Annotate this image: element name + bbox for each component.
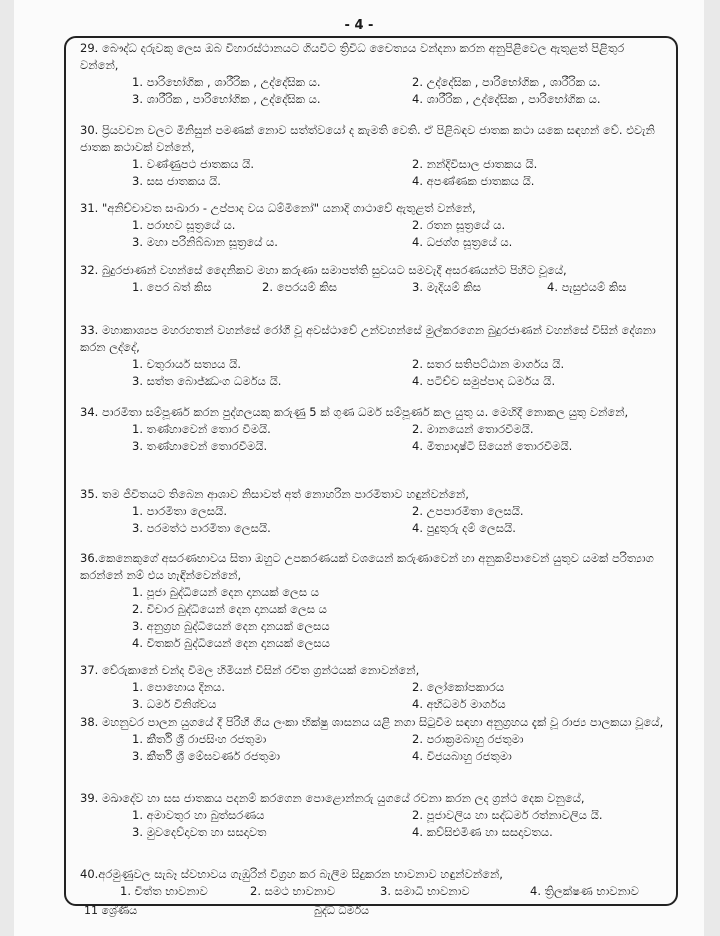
option-2: 2. සමථ භාවනාව xyxy=(250,884,336,898)
question-stem: 31. "අනිච්චාවත සංඛාරා - උප්පාද වය ධම්මිනෝ" යනාදි ගාථාවේ ඇතුළත් වන්නේ, xyxy=(80,201,476,215)
question-36 xyxy=(80,550,666,652)
option-2: 2. විචාර බුද්ධියෙන් දෙන දානයක් ලෙස ය xyxy=(132,602,327,616)
option-4: 4. කව්සිළුමිණ හා සසදාවතය. xyxy=(412,825,553,839)
option-4: 4. මිත්‍යාදෘෂ්ටි සියෙන් තොරවීමයි. xyxy=(412,439,573,453)
option-2: 2. පෙරයම් කිස xyxy=(262,280,337,294)
option-4: 4. අභිධර්ම මාර්ගය xyxy=(412,697,506,711)
option-1: 1. පරාභව සූත්‍රයේ ය. xyxy=(132,218,236,232)
option-4: 4. ශාරීරික , උද්දේසික , පාරිභෝගික ය. xyxy=(412,92,601,106)
option-4: 4. විතර්ක බුද්ධියෙන් දෙන දානයක් ලෙසය xyxy=(132,636,330,650)
question-32 xyxy=(80,262,666,296)
option-3: 3. තණ්හාවෙන් තොරවීමයි. xyxy=(132,439,268,453)
exam-page xyxy=(14,0,704,936)
option-2: 2. පරාක්‍රමබාහු රජතුමා xyxy=(412,732,524,746)
option-1: 1. චිත්ත භාවනාව xyxy=(120,884,208,898)
question-38 xyxy=(80,714,666,765)
question-30 xyxy=(80,122,666,190)
footer-grade: 11 ශ්‍රේණිය xyxy=(84,904,138,917)
question-29 xyxy=(80,40,666,108)
option-3: 3. මහා පරිනිබ්බාන සූත්‍රයේ ය. xyxy=(132,235,278,249)
option-2: 2. මානයෙන් තොරවීමයි. xyxy=(412,422,534,436)
question-40 xyxy=(80,866,666,900)
question-stem: 33. මහාකාශ්‍යප මහරහතන් වහන්සේ රෝගී වූ අවස්ථාවේ උන්වහන්සේ මුල්කරගෙන බුදුරජාණන් වහන්සේ විසින් දේශනා කරන ලද්දේ, xyxy=(80,323,656,354)
option-1: 1. කීර්ති ශ්‍රී රාජසිංහ රජතුමා xyxy=(132,732,267,746)
option-4: 4. අපණ්ණක ජාතකය යි. xyxy=(412,174,535,188)
question-stem: 36.කෙනෙකුගේ අසරණභාවය සිතා ඔහුට උපකරණයක් වශයෙන් කරුණාවෙන් හා අනුකම්පාවෙන් යුතුව යමක් පරිත්‍යාග කරන්නේ නම් එය හැඳින්වෙන්නේ, xyxy=(80,551,654,582)
footer-subject: බුද්ධ ධර්මය xyxy=(314,904,370,917)
option-3: 3. මැදියම් කිස xyxy=(412,280,482,294)
option-1: 1. වණ්ණුපථ ජාතකය යි. xyxy=(132,157,255,171)
option-1: 1. පාරිභෝගික , ශාරීරික , උද්දේසික ය. xyxy=(132,75,321,89)
option-4: 4. විජයබාහු රජතුමා xyxy=(412,749,512,763)
page-number: - 4 - xyxy=(344,18,374,33)
option-1: 1. අමාවතුර හා බුත්සරණය xyxy=(132,808,265,822)
question-35 xyxy=(80,486,666,537)
option-1: 1. පාරමිතා ලෙසයි. xyxy=(132,504,227,518)
option-2: 2. ලෝකෝපකාරය xyxy=(412,680,505,694)
question-stem: 34. පාරමිතා සම්පූර්ණ කරන පුද්ගලයකු කරුණු 5 ක් ගුණ ධර්ම සම්පූර්ණ කල යුතු ය. මෙහිදී නොකල යුතු වන්නේ, xyxy=(80,405,629,419)
option-1: 1. පූජා බුද්ධියෙන් දෙන දානයක් ලෙස ය xyxy=(132,585,320,599)
question-31 xyxy=(80,200,666,251)
option-3: 3. සමාධි භාවනාව xyxy=(380,884,470,898)
option-4: 4. පැසුළුයම් කිස xyxy=(547,280,627,294)
question-stem: 32. බුදුරජාණන් වහන්සේ දෛනිකව මහා කරුණා සමාපත්ති සුවයට සමවැදී අසරණයන්ට පිහිට වූයේ, xyxy=(80,263,567,277)
question-stem: 40.අරමුණුවල සැබෑ ස්වභාවය ගැඹුරින් විග්‍රහ කර බැලීම සිදුකරන භාවනාව හඳුන්වන්නේ, xyxy=(80,867,503,881)
question-39 xyxy=(80,790,666,841)
question-stem: 38. මහනුවර පාලන යුගයේ දී පිරිහී ගිය ලංකා භික්ෂු ශාසනය යළි නගා සිටුවීම සඳහා අනුග්‍රහය දැක් වූ රාජ්‍ය පාලකයා වූයේ, xyxy=(80,715,664,729)
option-1: 1. පොහොය දිනය. xyxy=(132,680,225,694)
option-3: 3. අනුග්‍රහ බුද්ධියෙන් දෙන දානයක් ලෙසය xyxy=(132,619,330,633)
question-stem: 35. තම ජීවිතයට තිබෙන ආශාව නිසාවත් අත් නොහරින පාරමිතාව හඳුන්වන්නේ, xyxy=(80,487,469,501)
option-3: 3. කීර්ති ශ්‍රී මේඝවර්ණ රජතුමා xyxy=(132,749,281,763)
question-37 xyxy=(80,662,666,713)
option-2: 2. නන්දිවිසාල ජාතකය යි. xyxy=(412,157,538,171)
option-3: 3. පරමත්ථ පාරමිතා ලෙසයි. xyxy=(132,521,271,535)
question-stem: 37. වේරුකානේ චන්ද විමල හිමියන් විසින් රචිත ග්‍රන්ථයක් නොවන්නේ, xyxy=(80,663,420,677)
option-3: 3. මුවදෙව්දාවත හා සසදාවත xyxy=(132,825,267,839)
question-34 xyxy=(80,404,666,455)
option-3: 3. ධර්ම විනිශ්චය xyxy=(132,697,217,711)
option-4: 4. ත්‍රිලක්ෂණ භාවනාව xyxy=(530,884,639,898)
option-3: 3. සස ජාතකය යි. xyxy=(132,174,221,188)
question-stem: 39. මඛාදේව හා සස ජාතකය පදනම් කරගෙන පොළොන්නරු යුගයේ රචනා කරන ලද ග්‍රන්ථ දෙක වනුයේ, xyxy=(80,791,585,805)
question-stem: 29. බෞද්ධ දරුවකු ලෙස ඔබ විහාරස්ථානයට ගියවිට ත්‍රිවිධ චෛත්‍යය වන්දනා කරන අනුපිළිවෙල ඇතුළත් පිළිතුර වන්නේ, xyxy=(80,41,625,72)
option-1: 1. තණ්හාවෙන් තොර වීමයි. xyxy=(132,422,271,436)
option-4: 4. පටිච්ච සමුප්පාද ධර්මය යි. xyxy=(412,374,556,388)
question-stem: 30. ප්‍රියවචන වලට මිනිසුන් පමණක් නොව සත්ත්වයෝ ද කැමති වෙති. ඒ පිළිබඳව ජාතක කථා යකෙ සඳහන් වේ. එවැනි ජාතක කථාවක් වන්නේ, xyxy=(80,123,655,154)
option-2: 2. පූජාවලිය හා සද්ධර්ම රත්නාවලිය යි. xyxy=(412,808,603,822)
option-2: 2. සතර සතිපට්ඨාන මාර්ගය යි. xyxy=(412,357,565,371)
option-2: 2. උපපාරමිතා ලෙසයි. xyxy=(412,504,524,518)
option-4: 4. පුදුතුරු දම් ලෙසයි. xyxy=(412,521,516,535)
question-33 xyxy=(80,322,666,390)
option-3: 3. ශාරීරික , පාරිභෝගික , උද්දේසික ය. xyxy=(132,92,321,106)
option-2: 2. උද්දේසික , පාරිභෝගික , ශාරීරික ය. xyxy=(412,75,601,89)
option-4: 4. ධජග්ග සූත්‍රයේ ය. xyxy=(412,235,513,249)
option-3: 3. සත්ත බොජ්ඣංග ධර්මය යි. xyxy=(132,374,282,388)
option-1: 1. පෙර බත් කිස xyxy=(132,280,212,294)
option-1: 1. චතුරාර්ය සත්‍යය යි. xyxy=(132,357,242,371)
option-2: 2. රතන සූත්‍රයේ ය. xyxy=(412,218,506,232)
